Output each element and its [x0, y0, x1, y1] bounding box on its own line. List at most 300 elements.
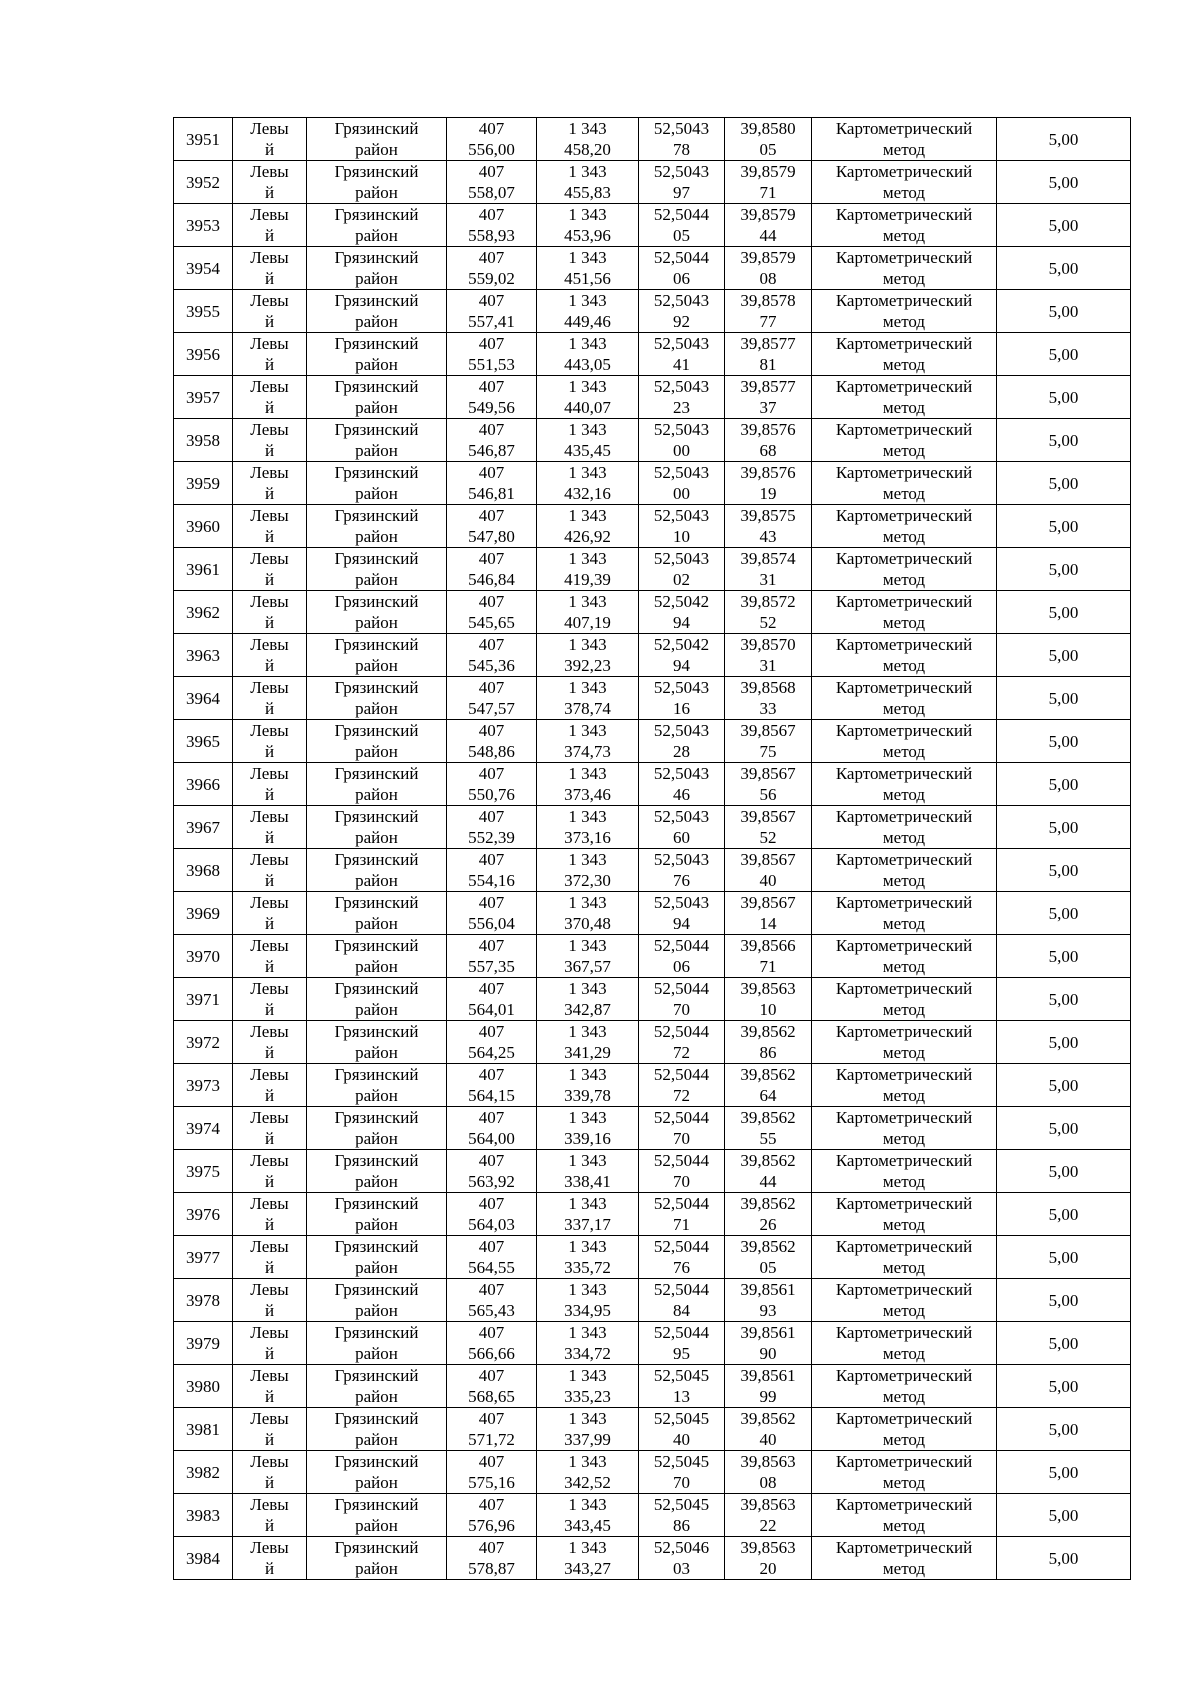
- table-row: [174, 161, 1131, 204]
- side-cell: Левы й: [233, 1494, 307, 1537]
- accuracy-cell: 5,00: [997, 290, 1131, 333]
- side-cell: Левы й: [233, 1107, 307, 1150]
- method-cell: Картометрический метод: [812, 935, 997, 978]
- method-cell: Картометрический метод: [812, 806, 997, 849]
- accuracy-cell: 5,00: [997, 333, 1131, 376]
- district-cell: Грязинский район: [307, 204, 447, 247]
- point-number-cell: 3970: [174, 935, 233, 978]
- point-number-cell: 3984: [174, 1537, 233, 1580]
- y-coordinate-cell: 1 343 407,19: [537, 591, 639, 634]
- method-cell: Картометрический метод: [812, 892, 997, 935]
- side-cell: Левы й: [233, 462, 307, 505]
- x-coordinate-cell: 407 564,25: [447, 1021, 537, 1064]
- x-coordinate-cell: 407 564,15: [447, 1064, 537, 1107]
- method-cell: Картометрический метод: [812, 1494, 997, 1537]
- district-cell: Грязинский район: [307, 1150, 447, 1193]
- table-row: [174, 720, 1131, 763]
- longitude-cell: 39,8563 20: [725, 1537, 812, 1580]
- point-number-cell: 3962: [174, 591, 233, 634]
- side-cell: Левы й: [233, 1451, 307, 1494]
- method-cell: Картометрический метод: [812, 1537, 997, 1580]
- accuracy-cell: 5,00: [997, 1322, 1131, 1365]
- accuracy-cell: 5,00: [997, 1365, 1131, 1408]
- method-cell: Картометрический метод: [812, 161, 997, 204]
- side-cell: Левы й: [233, 1365, 307, 1408]
- y-coordinate-cell: 1 343 449,46: [537, 290, 639, 333]
- accuracy-cell: 5,00: [997, 1451, 1131, 1494]
- y-coordinate-cell: 1 343 339,16: [537, 1107, 639, 1150]
- longitude-cell: 39,8579 71: [725, 161, 812, 204]
- latitude-cell: 52,5044 70: [639, 978, 725, 1021]
- side-cell: Левы й: [233, 204, 307, 247]
- side-cell: Левы й: [233, 376, 307, 419]
- latitude-cell: 52,5043 60: [639, 806, 725, 849]
- side-cell: Левы й: [233, 419, 307, 462]
- y-coordinate-cell: 1 343 426,92: [537, 505, 639, 548]
- district-cell: Грязинский район: [307, 1107, 447, 1150]
- method-cell: Картометрический метод: [812, 849, 997, 892]
- table-row: [174, 849, 1131, 892]
- y-coordinate-cell: 1 343 335,23: [537, 1365, 639, 1408]
- side-cell: Левы й: [233, 161, 307, 204]
- latitude-cell: 52,5043 02: [639, 548, 725, 591]
- latitude-cell: 52,5043 76: [639, 849, 725, 892]
- latitude-cell: 52,5044 06: [639, 935, 725, 978]
- method-cell: Картометрический метод: [812, 1279, 997, 1322]
- method-cell: Картометрический метод: [812, 290, 997, 333]
- x-coordinate-cell: 407 556,00: [447, 118, 537, 161]
- side-cell: Левы й: [233, 290, 307, 333]
- y-coordinate-cell: 1 343 341,29: [537, 1021, 639, 1064]
- district-cell: Грязинский район: [307, 161, 447, 204]
- table-row: [174, 892, 1131, 935]
- coordinates-table: [173, 117, 1131, 1580]
- longitude-cell: 39,8579 44: [725, 204, 812, 247]
- table-row: [174, 806, 1131, 849]
- latitude-cell: 52,5045 13: [639, 1365, 725, 1408]
- y-coordinate-cell: 1 343 337,17: [537, 1193, 639, 1236]
- point-number-cell: 3974: [174, 1107, 233, 1150]
- point-number-cell: 3972: [174, 1021, 233, 1064]
- table-row: [174, 1021, 1131, 1064]
- side-cell: Левы й: [233, 333, 307, 376]
- point-number-cell: 3955: [174, 290, 233, 333]
- side-cell: Левы й: [233, 806, 307, 849]
- table-row: [174, 1193, 1131, 1236]
- side-cell: Левы й: [233, 1064, 307, 1107]
- accuracy-cell: 5,00: [997, 1150, 1131, 1193]
- accuracy-cell: 5,00: [997, 1279, 1131, 1322]
- accuracy-cell: 5,00: [997, 419, 1131, 462]
- x-coordinate-cell: 407 565,43: [447, 1279, 537, 1322]
- method-cell: Картометрический метод: [812, 548, 997, 591]
- longitude-cell: 39,8577 81: [725, 333, 812, 376]
- accuracy-cell: 5,00: [997, 1107, 1131, 1150]
- y-coordinate-cell: 1 343 370,48: [537, 892, 639, 935]
- method-cell: Картометрический метод: [812, 505, 997, 548]
- x-coordinate-cell: 407 545,36: [447, 634, 537, 677]
- table-row: [174, 505, 1131, 548]
- point-number-cell: 3959: [174, 462, 233, 505]
- table-row: [174, 376, 1131, 419]
- district-cell: Грязинский район: [307, 634, 447, 677]
- method-cell: Картометрический метод: [812, 720, 997, 763]
- point-number-cell: 3964: [174, 677, 233, 720]
- side-cell: Левы й: [233, 677, 307, 720]
- y-coordinate-cell: 1 343 338,41: [537, 1150, 639, 1193]
- district-cell: Грязинский район: [307, 1193, 447, 1236]
- method-cell: Картометрический метод: [812, 1236, 997, 1279]
- point-number-cell: 3960: [174, 505, 233, 548]
- x-coordinate-cell: 407 548,86: [447, 720, 537, 763]
- y-coordinate-cell: 1 343 392,23: [537, 634, 639, 677]
- x-coordinate-cell: 407 557,41: [447, 290, 537, 333]
- accuracy-cell: 5,00: [997, 1494, 1131, 1537]
- point-number-cell: 3976: [174, 1193, 233, 1236]
- side-cell: Левы й: [233, 1021, 307, 1064]
- district-cell: Грязинский район: [307, 1494, 447, 1537]
- method-cell: Картометрический метод: [812, 1064, 997, 1107]
- table-row: [174, 1365, 1131, 1408]
- x-coordinate-cell: 407 546,84: [447, 548, 537, 591]
- accuracy-cell: 5,00: [997, 376, 1131, 419]
- table-row: [174, 548, 1131, 591]
- method-cell: Картометрический метод: [812, 634, 997, 677]
- point-number-cell: 3965: [174, 720, 233, 763]
- table-row: [174, 247, 1131, 290]
- side-cell: Левы й: [233, 720, 307, 763]
- x-coordinate-cell: 407 547,57: [447, 677, 537, 720]
- latitude-cell: 52,5043 97: [639, 161, 725, 204]
- district-cell: Грязинский район: [307, 978, 447, 1021]
- longitude-cell: 39,8562 86: [725, 1021, 812, 1064]
- table-row: [174, 978, 1131, 1021]
- point-number-cell: 3958: [174, 419, 233, 462]
- accuracy-cell: 5,00: [997, 505, 1131, 548]
- point-number-cell: 3973: [174, 1064, 233, 1107]
- latitude-cell: 52,5044 71: [639, 1193, 725, 1236]
- latitude-cell: 52,5043 41: [639, 333, 725, 376]
- longitude-cell: 39,8575 43: [725, 505, 812, 548]
- district-cell: Грязинский район: [307, 419, 447, 462]
- table-row: [174, 1494, 1131, 1537]
- longitude-cell: 39,8562 55: [725, 1107, 812, 1150]
- side-cell: Левы й: [233, 548, 307, 591]
- district-cell: Грязинский район: [307, 247, 447, 290]
- longitude-cell: 39,8567 52: [725, 806, 812, 849]
- longitude-cell: 39,8567 14: [725, 892, 812, 935]
- accuracy-cell: 5,00: [997, 806, 1131, 849]
- accuracy-cell: 5,00: [997, 1193, 1131, 1236]
- table-row: [174, 290, 1131, 333]
- table-row: [174, 935, 1131, 978]
- longitude-cell: 39,8561 93: [725, 1279, 812, 1322]
- method-cell: Картометрический метод: [812, 591, 997, 634]
- accuracy-cell: 5,00: [997, 1408, 1131, 1451]
- x-coordinate-cell: 407 559,02: [447, 247, 537, 290]
- y-coordinate-cell: 1 343 455,83: [537, 161, 639, 204]
- table-row: [174, 1537, 1131, 1580]
- latitude-cell: 52,5043 23: [639, 376, 725, 419]
- y-coordinate-cell: 1 343 374,73: [537, 720, 639, 763]
- latitude-cell: 52,5044 72: [639, 1021, 725, 1064]
- accuracy-cell: 5,00: [997, 1064, 1131, 1107]
- point-number-cell: 3971: [174, 978, 233, 1021]
- y-coordinate-cell: 1 343 343,27: [537, 1537, 639, 1580]
- latitude-cell: 52,5044 72: [639, 1064, 725, 1107]
- table-row: [174, 763, 1131, 806]
- accuracy-cell: 5,00: [997, 548, 1131, 591]
- side-cell: Левы й: [233, 892, 307, 935]
- x-coordinate-cell: 407 558,93: [447, 204, 537, 247]
- longitude-cell: 39,8580 05: [725, 118, 812, 161]
- latitude-cell: 52,5044 95: [639, 1322, 725, 1365]
- method-cell: Картометрический метод: [812, 1365, 997, 1408]
- point-number-cell: 3954: [174, 247, 233, 290]
- x-coordinate-cell: 407 549,56: [447, 376, 537, 419]
- longitude-cell: 39,8574 31: [725, 548, 812, 591]
- x-coordinate-cell: 407 556,04: [447, 892, 537, 935]
- latitude-cell: 52,5044 76: [639, 1236, 725, 1279]
- method-cell: Картометрический метод: [812, 419, 997, 462]
- longitude-cell: 39,8576 19: [725, 462, 812, 505]
- accuracy-cell: 5,00: [997, 677, 1131, 720]
- x-coordinate-cell: 407 578,87: [447, 1537, 537, 1580]
- district-cell: Грязинский район: [307, 935, 447, 978]
- accuracy-cell: 5,00: [997, 935, 1131, 978]
- accuracy-cell: 5,00: [997, 462, 1131, 505]
- longitude-cell: 39,8562 26: [725, 1193, 812, 1236]
- x-coordinate-cell: 407 547,80: [447, 505, 537, 548]
- latitude-cell: 52,5044 70: [639, 1107, 725, 1150]
- y-coordinate-cell: 1 343 451,56: [537, 247, 639, 290]
- x-coordinate-cell: 407 554,16: [447, 849, 537, 892]
- latitude-cell: 52,5043 94: [639, 892, 725, 935]
- latitude-cell: 52,5043 46: [639, 763, 725, 806]
- y-coordinate-cell: 1 343 343,45: [537, 1494, 639, 1537]
- x-coordinate-cell: 407 550,76: [447, 763, 537, 806]
- latitude-cell: 52,5043 28: [639, 720, 725, 763]
- y-coordinate-cell: 1 343 342,52: [537, 1451, 639, 1494]
- longitude-cell: 39,8561 99: [725, 1365, 812, 1408]
- longitude-cell: 39,8570 31: [725, 634, 812, 677]
- x-coordinate-cell: 407 575,16: [447, 1451, 537, 1494]
- x-coordinate-cell: 407 546,81: [447, 462, 537, 505]
- longitude-cell: 39,8579 08: [725, 247, 812, 290]
- x-coordinate-cell: 407 552,39: [447, 806, 537, 849]
- longitude-cell: 39,8576 68: [725, 419, 812, 462]
- method-cell: Картометрический метод: [812, 1107, 997, 1150]
- x-coordinate-cell: 407 557,35: [447, 935, 537, 978]
- latitude-cell: 52,5045 40: [639, 1408, 725, 1451]
- x-coordinate-cell: 407 545,65: [447, 591, 537, 634]
- accuracy-cell: 5,00: [997, 591, 1131, 634]
- accuracy-cell: 5,00: [997, 978, 1131, 1021]
- side-cell: Левы й: [233, 763, 307, 806]
- point-number-cell: 3978: [174, 1279, 233, 1322]
- latitude-cell: 52,5043 10: [639, 505, 725, 548]
- longitude-cell: 39,8561 90: [725, 1322, 812, 1365]
- y-coordinate-cell: 1 343 334,95: [537, 1279, 639, 1322]
- x-coordinate-cell: 407 568,65: [447, 1365, 537, 1408]
- y-coordinate-cell: 1 343 337,99: [537, 1408, 639, 1451]
- latitude-cell: 52,5045 86: [639, 1494, 725, 1537]
- table-row: [174, 1150, 1131, 1193]
- table-row: [174, 1236, 1131, 1279]
- point-number-cell: 3957: [174, 376, 233, 419]
- table-row: [174, 1322, 1131, 1365]
- method-cell: Картометрический метод: [812, 333, 997, 376]
- x-coordinate-cell: 407 564,00: [447, 1107, 537, 1150]
- y-coordinate-cell: 1 343 453,96: [537, 204, 639, 247]
- method-cell: Картометрический метод: [812, 1322, 997, 1365]
- longitude-cell: 39,8563 10: [725, 978, 812, 1021]
- latitude-cell: 52,5043 92: [639, 290, 725, 333]
- point-number-cell: 3952: [174, 161, 233, 204]
- point-number-cell: 3975: [174, 1150, 233, 1193]
- point-number-cell: 3961: [174, 548, 233, 591]
- point-number-cell: 3963: [174, 634, 233, 677]
- side-cell: Левы й: [233, 935, 307, 978]
- district-cell: Грязинский район: [307, 1408, 447, 1451]
- table-row: [174, 204, 1131, 247]
- district-cell: Грязинский район: [307, 720, 447, 763]
- longitude-cell: 39,8578 77: [725, 290, 812, 333]
- y-coordinate-cell: 1 343 339,78: [537, 1064, 639, 1107]
- district-cell: Грязинский район: [307, 892, 447, 935]
- side-cell: Левы й: [233, 1279, 307, 1322]
- accuracy-cell: 5,00: [997, 161, 1131, 204]
- x-coordinate-cell: 407 551,53: [447, 333, 537, 376]
- district-cell: Грязинский район: [307, 1365, 447, 1408]
- latitude-cell: 52,5044 70: [639, 1150, 725, 1193]
- x-coordinate-cell: 407 571,72: [447, 1408, 537, 1451]
- table-row: [174, 591, 1131, 634]
- x-coordinate-cell: 407 558,07: [447, 161, 537, 204]
- y-coordinate-cell: 1 343 419,39: [537, 548, 639, 591]
- point-number-cell: 3956: [174, 333, 233, 376]
- latitude-cell: 52,5042 94: [639, 591, 725, 634]
- side-cell: Левы й: [233, 118, 307, 161]
- longitude-cell: 39,8568 33: [725, 677, 812, 720]
- district-cell: Грязинский район: [307, 462, 447, 505]
- side-cell: Левы й: [233, 978, 307, 1021]
- accuracy-cell: 5,00: [997, 1236, 1131, 1279]
- district-cell: Грязинский район: [307, 290, 447, 333]
- y-coordinate-cell: 1 343 373,46: [537, 763, 639, 806]
- table-row: [174, 419, 1131, 462]
- longitude-cell: 39,8562 40: [725, 1408, 812, 1451]
- y-coordinate-cell: 1 343 443,05: [537, 333, 639, 376]
- district-cell: Грязинский район: [307, 1451, 447, 1494]
- table-row: [174, 677, 1131, 720]
- side-cell: Левы й: [233, 1150, 307, 1193]
- accuracy-cell: 5,00: [997, 204, 1131, 247]
- side-cell: Левы й: [233, 634, 307, 677]
- x-coordinate-cell: 407 563,92: [447, 1150, 537, 1193]
- district-cell: Грязинский район: [307, 333, 447, 376]
- point-number-cell: 3981: [174, 1408, 233, 1451]
- latitude-cell: 52,5045 70: [639, 1451, 725, 1494]
- method-cell: Картометрический метод: [812, 1451, 997, 1494]
- district-cell: Грязинский район: [307, 505, 447, 548]
- y-coordinate-cell: 1 343 372,30: [537, 849, 639, 892]
- longitude-cell: 39,8563 08: [725, 1451, 812, 1494]
- latitude-cell: 52,5046 03: [639, 1537, 725, 1580]
- side-cell: Левы й: [233, 1408, 307, 1451]
- point-number-cell: 3966: [174, 763, 233, 806]
- y-coordinate-cell: 1 343 335,72: [537, 1236, 639, 1279]
- district-cell: Грязинский район: [307, 849, 447, 892]
- table-row: [174, 333, 1131, 376]
- y-coordinate-cell: 1 343 367,57: [537, 935, 639, 978]
- side-cell: Левы й: [233, 1193, 307, 1236]
- latitude-cell: 52,5042 94: [639, 634, 725, 677]
- method-cell: Картометрический метод: [812, 978, 997, 1021]
- point-number-cell: 3951: [174, 118, 233, 161]
- point-number-cell: 3983: [174, 1494, 233, 1537]
- x-coordinate-cell: 407 576,96: [447, 1494, 537, 1537]
- district-cell: Грязинский район: [307, 763, 447, 806]
- latitude-cell: 52,5043 00: [639, 419, 725, 462]
- x-coordinate-cell: 407 564,55: [447, 1236, 537, 1279]
- point-number-cell: 3967: [174, 806, 233, 849]
- method-cell: Картометрический метод: [812, 204, 997, 247]
- y-coordinate-cell: 1 343 334,72: [537, 1322, 639, 1365]
- x-coordinate-cell: 407 564,03: [447, 1193, 537, 1236]
- side-cell: Левы й: [233, 849, 307, 892]
- table-row: [174, 462, 1131, 505]
- accuracy-cell: 5,00: [997, 763, 1131, 806]
- method-cell: Картометрический метод: [812, 118, 997, 161]
- side-cell: Левы й: [233, 505, 307, 548]
- district-cell: Грязинский район: [307, 677, 447, 720]
- table-row: [174, 118, 1131, 161]
- method-cell: Картометрический метод: [812, 763, 997, 806]
- point-number-cell: 3969: [174, 892, 233, 935]
- district-cell: Грязинский район: [307, 1236, 447, 1279]
- longitude-cell: 39,8567 75: [725, 720, 812, 763]
- table-row: [174, 1451, 1131, 1494]
- y-coordinate-cell: 1 343 458,20: [537, 118, 639, 161]
- point-number-cell: 3977: [174, 1236, 233, 1279]
- x-coordinate-cell: 407 564,01: [447, 978, 537, 1021]
- district-cell: Грязинский район: [307, 806, 447, 849]
- latitude-cell: 52,5043 00: [639, 462, 725, 505]
- district-cell: Грязинский район: [307, 1322, 447, 1365]
- side-cell: Левы й: [233, 247, 307, 290]
- table-row: [174, 1107, 1131, 1150]
- district-cell: Грязинский район: [307, 1021, 447, 1064]
- point-number-cell: 3979: [174, 1322, 233, 1365]
- table-row: [174, 634, 1131, 677]
- method-cell: Картометрический метод: [812, 462, 997, 505]
- longitude-cell: 39,8563 22: [725, 1494, 812, 1537]
- latitude-cell: 52,5044 05: [639, 204, 725, 247]
- table-row: [174, 1408, 1131, 1451]
- method-cell: Картометрический метод: [812, 1150, 997, 1193]
- district-cell: Грязинский район: [307, 1537, 447, 1580]
- point-number-cell: 3968: [174, 849, 233, 892]
- accuracy-cell: 5,00: [997, 1021, 1131, 1064]
- longitude-cell: 39,8577 37: [725, 376, 812, 419]
- latitude-cell: 52,5043 16: [639, 677, 725, 720]
- method-cell: Картометрический метод: [812, 677, 997, 720]
- latitude-cell: 52,5043 78: [639, 118, 725, 161]
- y-coordinate-cell: 1 343 440,07: [537, 376, 639, 419]
- side-cell: Левы й: [233, 1537, 307, 1580]
- point-number-cell: 3982: [174, 1451, 233, 1494]
